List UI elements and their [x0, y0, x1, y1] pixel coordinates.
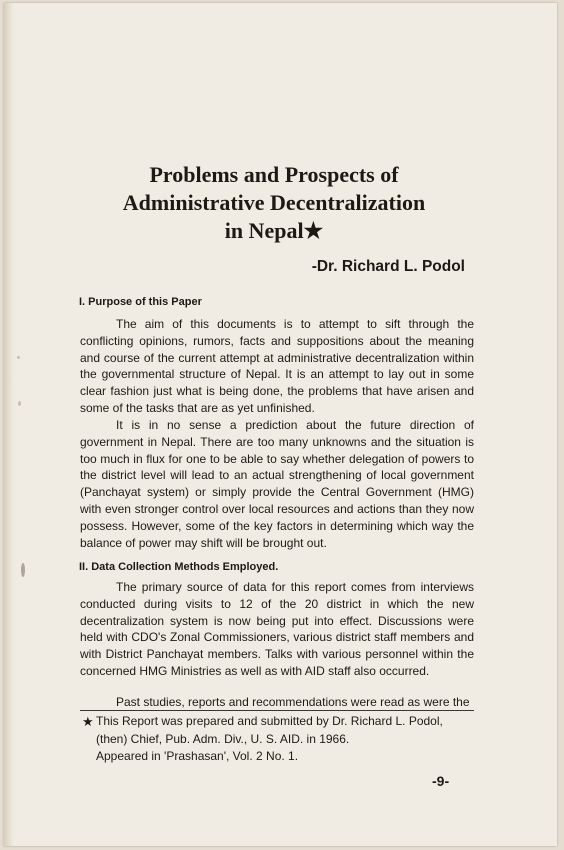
footnote [82, 713, 482, 766]
body-paragraph: The aim of this documents is to attempt to sift through the conflicting opinions, rumors, facts and suppositions about the meaning and course of the current attempt at administrative decentralization within the governmental structure of Nepal. It is an attempt to lay out in some clear fashion just what is being done, the problems that have arisen and some of the tasks that are as yet unfinished. [80, 317, 474, 415]
title-line: in Nepal★ [224, 218, 324, 243]
footnote-divider [80, 710, 474, 711]
body-paragraph: Past studies, reports and recommendations were read as were the [116, 695, 470, 709]
paper-blemish [17, 356, 20, 359]
footnote-line: Appeared in 'Prashasan', Vol. 2 No. 1. [96, 749, 299, 763]
footnote-line: (then) Chief, Pub. Adm. Div., U. S. AID. in 1966. [96, 731, 350, 746]
section-heading: II. Data Collection Methods Employed. [79, 561, 279, 573]
body-paragraph: It is in no sense a prediction about the future direction of government in Nepal. There are too many unknowns and the situation is too much in flux for one to be able to say whether delegation of powers to the district level will lead to an actual strengthening of local government (Panchayat system) or simply provide the Central Government (HMG) with even stronger control over local resources and actions than they now possess. However, some of the key factors in determining which way the balance of power may shift will be brought out. [80, 418, 474, 550]
page-number: -9- [432, 773, 450, 789]
title-line: Problems and Prospects of [149, 162, 399, 187]
paper-blemish [21, 563, 25, 577]
paper-blemish [18, 401, 21, 406]
title-line: Administrative Decentralization [122, 190, 426, 215]
footnote-star-icon: ★ [82, 714, 94, 729]
footnote-line: This Report was prepared and submitted by Dr. Richard L. Podol, [96, 714, 443, 728]
author-byline: -Dr. Richard L. Podol [311, 258, 465, 275]
body-paragraph: The primary source of data for this report comes from interviews conducted during visits to 12 of the 20 district in which the new decentralization system is now being put into effect. Discussions were held with CDO's Zonal Commissioners, various district staff members and with District Panchayat members. Talks with various personnel within the concerned HMG Ministries as well as with AID staff also occurred. [80, 580, 474, 678]
section-heading: I. Purpose of this Paper [79, 296, 202, 308]
paper-title [74, 161, 474, 245]
document-page [4, 3, 557, 846]
